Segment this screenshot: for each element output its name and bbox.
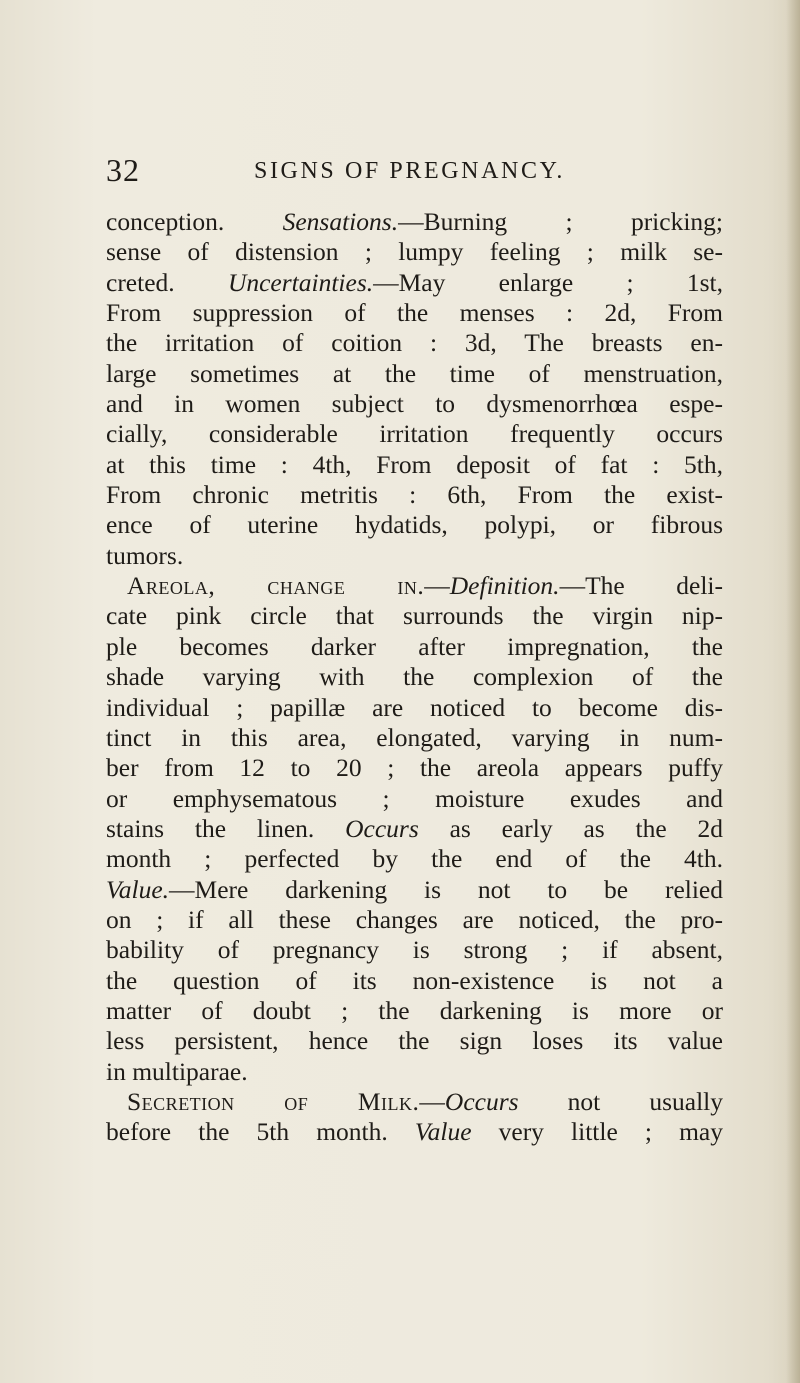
- italic-heading-value: Value.: [106, 874, 170, 904]
- text-line: individual ; papillæ are noticed to become dis-: [106, 692, 723, 722]
- text-line: and in women subject to dysmenorrhœa espe-: [106, 389, 723, 419]
- text-run: creted.: [106, 267, 228, 297]
- text-run: —May enlarge ; 1st,: [373, 267, 723, 297]
- body-text: [106, 207, 723, 1148]
- text-run: before the 5th month.: [106, 1117, 415, 1147]
- text-run: —The deli-: [559, 571, 723, 601]
- text-line: at this time : 4th, From deposit of fat : 5th,: [106, 449, 723, 479]
- text-run: not usually: [518, 1086, 723, 1116]
- italic-heading-uncertainties: Uncertainties.: [227, 267, 374, 297]
- text-line: ence of uterine hydatids, polypi, or fibrous: [106, 510, 723, 540]
- text-run: —: [424, 571, 450, 601]
- text-line: matter of doubt ; the darkening is more or: [106, 995, 723, 1025]
- italic-heading-sensations: Sensations.: [282, 207, 399, 236]
- text-run: as early as the 2d: [418, 813, 723, 843]
- text-line: month ; perfected by the end of the 4th.: [106, 844, 723, 874]
- text-line: ple becomes darker after impregnation, the: [106, 631, 723, 661]
- text-line: [106, 875, 723, 905]
- text-line: in multiparae.: [106, 1056, 248, 1086]
- text-line: [106, 814, 723, 844]
- running-title: SIGNS OF PREGNANCY.: [254, 158, 566, 184]
- text-line: ber from 12 to 20 ; the areola appears puffy: [106, 753, 723, 783]
- text-line: [106, 1117, 723, 1147]
- text-run: —Burning ; pricking;: [398, 207, 724, 236]
- text-line: [106, 571, 723, 601]
- page-number: 32: [106, 152, 140, 188]
- text-run: stains the linen.: [106, 813, 346, 843]
- page-edge-shadow: [786, 0, 800, 1383]
- text-line: or emphysematous ; moisture exudes and: [106, 783, 723, 813]
- italic-heading-value: Value: [414, 1117, 472, 1147]
- small-caps-heading-secretion: Secretion of Milk.: [127, 1086, 420, 1116]
- text-line: tumors.: [106, 540, 184, 570]
- running-head: [106, 150, 746, 190]
- text-line: the question of its non-existence is not a: [106, 965, 723, 995]
- text-run: conception.: [106, 207, 283, 236]
- text-line: cially, considerable irritation frequently occurs: [106, 419, 723, 449]
- text-line: large sometimes at the time of menstruation,: [106, 358, 723, 388]
- text-line: tinct in this area, elongated, varying in num-: [106, 722, 723, 752]
- italic-heading-occurs: Occurs: [345, 813, 419, 843]
- text-run: —: [419, 1086, 445, 1116]
- text-run: —Mere darkening is not to be relied: [169, 874, 723, 904]
- italic-heading-occurs: Occurs: [444, 1086, 519, 1116]
- small-caps-heading-areola: Areola, change in.: [127, 571, 425, 601]
- text-line: [106, 207, 723, 237]
- text-line: shade varying with the complexion of the: [106, 662, 723, 692]
- text-line: From suppression of the menses : 2d, From: [106, 298, 723, 328]
- text-line: [106, 1087, 723, 1117]
- text-run: very little ; may: [471, 1117, 723, 1147]
- text-line: bability of pregnancy is strong ; if absent,: [106, 935, 723, 965]
- text-line: on ; if all these changes are noticed, the pro-: [106, 904, 723, 934]
- text-line: less persistent, hence the sign loses its value: [106, 1026, 723, 1056]
- text-line: the irritation of coition : 3d, The breasts en-: [106, 328, 723, 358]
- text-line: [106, 268, 723, 298]
- text-line: cate pink circle that surrounds the virgin nip-: [106, 601, 723, 631]
- italic-heading-definition: Definition.: [449, 571, 560, 601]
- text-line: From chronic metritis : 6th, From the exist-: [106, 480, 723, 510]
- text-line: sense of distension ; lumpy feeling ; milk se-: [106, 237, 723, 267]
